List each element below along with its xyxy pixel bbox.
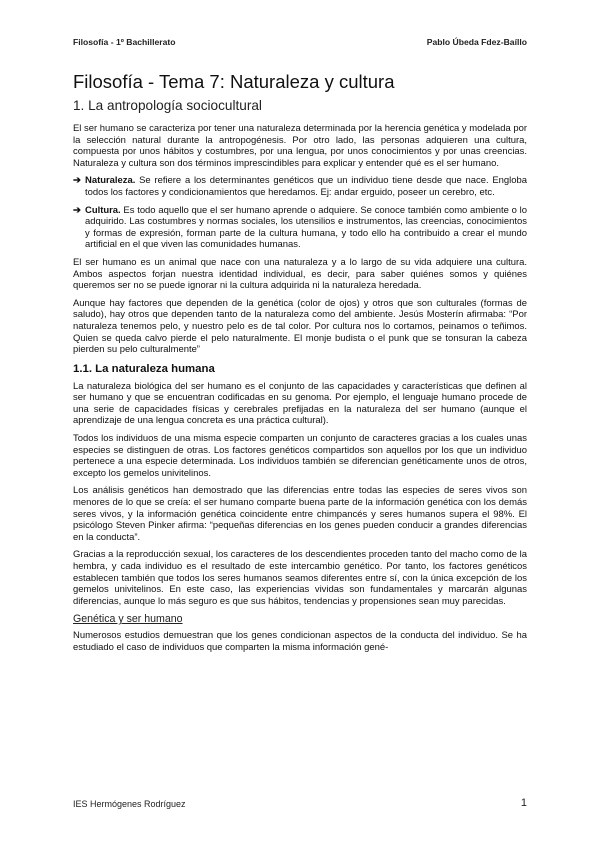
arrow-icon: ➔: [73, 204, 81, 216]
page-number: 1: [520, 797, 527, 809]
paragraph: El ser humano es un animal que nace con una naturaleza y a lo largo de su vida adquiere una cultura. Ambos aspectos forjan nuestra identidad individual, es decir, para saber quiénes somos y quiénes queremos ser no se puede ignorar ni la cultura adquirida ni la naturaleza heredada.: [73, 256, 527, 292]
paragraph: Numerosos estudios demuestran que los genes condicionan aspectos de la conducta del individuo. Se ha estudiado el caso de individuos que comparten la misma información gené-: [73, 630, 527, 653]
intro-paragraph: El ser humano se caracteriza por tener una naturaleza determinada por la herencia genética y modelada por la selección natural durante la antropogénesis. Por otro lado, las personas adquieren una cultura, compuesta por unos hábitos y costumbres, por una lengua, por unos conocimientos y por unas creencias. Naturaleza y cultura son dos términos imprescindibles para explicar y entender qué es el ser humano.: [73, 123, 527, 169]
header-course: Filosofía - 1º Bachillerato: [73, 37, 176, 47]
header-author: Pablo Úbeda Fdez-Baíllo: [426, 37, 527, 47]
bullet-text: Es todo aquello que el ser humano aprende o adquiere. Se conoce también como ambiente o lo adquirido. Las costumbres y normas sociales, los utensilios e instrumentos, las creencias, conocimientos y formas de expresión, forman parte de la cultura humana, y todo ello ha contribuido a crear el mundo artificial en el que viven las comunidades humanas.: [85, 204, 527, 251]
arrow-icon: ➔: [73, 175, 81, 187]
paragraph: Los análisis genéticos han demostrado que las diferencias entre todas las especies de seres vivos son menores de lo que se creía: el ser humano comparte buena parte de la información genética con los demás seres vivos, y la información genética coincidente entre chimpancés y seres humanos supera el 98%. El psicólogo Steven Pinker afirma: “pequeñas diferencias en los genes pueden conducir a grandes diferencias en la conducta”.: [73, 485, 527, 543]
bullet-term: Cultura.: [85, 204, 121, 216]
document-title: Filosofía - Tema 7: Naturaleza y cultura: [73, 71, 395, 92]
paragraph: Gracias a la reproducción sexual, los caracteres de los descendientes proceden tanto del macho como de la hembra, y cada individuo es el resultado de este intercambio genético. Por tanto, los factores genéticos establecen también que todos los seres humanos seamos diferentes entre sí, con la única excepción de los gemelos univitelinos. En este caso, las experiencias vividas son fundamentales y marcarán algunas diferencias, aunque lo más seguro es que sus hábitos, tendencias y propensiones sean muy parecidas.: [73, 549, 527, 607]
section-heading-human-nature: 1.1. La naturaleza humana: [73, 362, 215, 375]
paragraph: Todos los individuos de una misma especie comparten un conjunto de caracteres gracias a los cuales unas especies se distinguen de otras. Los factores genéticos compartidos son aquellos por los que un individuo pertenece a una especie determinada. Los individuos también se diferencian genéticamente unos de otros, excepto los gemelos univitelinos.: [73, 433, 527, 479]
subheading-genetics: Genética y ser humano: [73, 613, 183, 626]
bullet-term: Naturaleza.: [85, 175, 136, 187]
footer-school: IES Hermógenes Rodríguez: [73, 799, 186, 809]
bullet-text: Se refiere a los determinantes genéticos que un individuo tiene desde que nace. Engloba todos los factores y condicionamientos que heredamos. Ej: andar erguido, poseer un cerebro, etc.: [85, 175, 527, 198]
paragraph: Aunque hay factores que dependen de la genética (color de ojos) y otros que son culturales (formas de saludo), hay otros que dependen tanto de la naturaleza como del ambiente. Jesús Mosterín afirmaba: “Por naturaleza tenemos pelo, y nuestro pelo es de tal color. Por cultura nos lo cortamos, peinamos o teñimos. Quien se queda calvo pierde el pelo naturalmente. El monje budista o el punk que se tonsuran la cabeza pierden su pelo culturalmente”: [73, 297, 527, 356]
bullet-naturaleza: [73, 175, 527, 198]
paragraph: La naturaleza biológica del ser humano es el conjunto de las capacidades y características que definen al ser humano y que se encuentran codificadas en su genoma. Por ejemplo, el lenguaje humano procede de una serie de capacidades físicas y cerebrales prefijadas en la naturaleza del ser humano (aunque el aprendizaje de una lengua concreta es una práctica cultural).: [73, 380, 527, 427]
page-content: [73, 70, 527, 660]
section-heading-anthropology: 1. La antropología sociocultural: [73, 98, 262, 113]
page-footer: [73, 797, 527, 811]
page-header: [73, 37, 527, 51]
bullet-cultura: [73, 205, 527, 251]
